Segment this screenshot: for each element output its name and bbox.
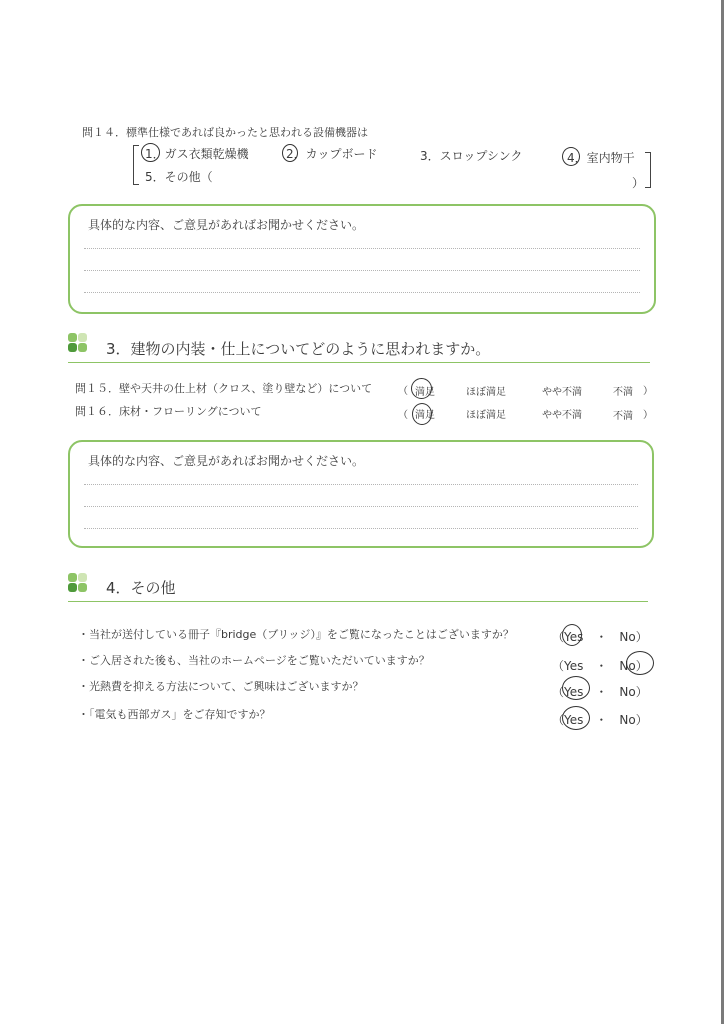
- s4-item-1-answer[interactable]: （Yes ・ No）: [552, 630, 648, 644]
- comment-box-2[interactable]: [68, 440, 654, 548]
- s4-item-1-question: ・当社が送付している冊子『bridge（ブリッジ）』をご覧になったことはございますか？: [78, 628, 514, 641]
- s4-item-4-circle-mark: [562, 706, 590, 730]
- clover-bullet-icon: [68, 333, 94, 355]
- q16-option-satisfied[interactable]: 満足: [415, 410, 435, 421]
- comment-line: [84, 270, 640, 271]
- s4-item-3-question: ・光熱費を抑える方法について、ご興味はございますか？: [78, 680, 364, 693]
- section4-rule: [68, 601, 648, 602]
- comment-prompt-2: 具体的な内容、ご意見があればお聞かせください。: [88, 454, 365, 468]
- q14-option-3[interactable]: 3．スロップシンク: [420, 149, 523, 163]
- s4-item-2-question: ・ご入居された後も、当社のホームページをご覧いただいていますか？: [78, 654, 430, 667]
- q16-close-paren: ）: [643, 410, 653, 421]
- comment-line: [84, 292, 640, 293]
- q16-open-paren: （: [398, 410, 408, 421]
- q14-option-5[interactable]: 5．その他（: [145, 170, 213, 184]
- q16-circle-mark: [412, 403, 432, 425]
- s4-item-4-question: ・「電気も西部ガス」をご存知ですか？: [78, 708, 271, 721]
- q14-option-2[interactable]: 2．カップボード: [286, 147, 378, 161]
- q15-option-dissatisfied[interactable]: 不満: [613, 387, 633, 398]
- comment-line: [84, 528, 638, 529]
- q15-option-somewhat-dissatisfied[interactable]: やや不満: [542, 387, 582, 398]
- q15-open-paren: （: [398, 386, 408, 397]
- q14-circle-mark-2: [282, 144, 298, 162]
- q14-left-bracket: [133, 145, 139, 185]
- q14-label: 問１４．標準仕様であれば良かったと思われる設備機器は: [82, 126, 368, 139]
- q15-label: 問１５．壁や天井の仕上材（クロス、塗り壁など）について: [75, 382, 373, 395]
- q14-circle-mark-4: [562, 147, 580, 166]
- s4-item-3-circle-mark: [562, 676, 590, 700]
- comment-prompt-1: 具体的な内容、ご意見があればお聞かせください。: [88, 218, 365, 232]
- q15-close-paren: ）: [643, 386, 653, 397]
- comment-box-1[interactable]: [68, 204, 656, 314]
- comment-line: [84, 506, 638, 507]
- s4-item-1-circle-mark: [562, 624, 582, 646]
- clover-bullet-icon: [68, 573, 94, 595]
- q16-option-mostly-satisfied[interactable]: ほぼ満足: [466, 410, 506, 421]
- s4-item-2-circle-mark: [626, 651, 654, 675]
- q16-option-somewhat-dissatisfied[interactable]: やや不満: [542, 410, 582, 421]
- s4-item-4-answer[interactable]: （Yes ・ No）: [552, 713, 648, 727]
- section3-title: 3．建物の内装・仕上についてどのように思われますか。: [106, 340, 491, 358]
- q15-option-mostly-satisfied[interactable]: ほぼ満足: [466, 387, 506, 398]
- q14-close-paren: ）: [632, 176, 645, 190]
- s4-item-2-answer[interactable]: （Yes ・ No）: [552, 659, 648, 673]
- q16-label: 問１６．床材・フローリングについて: [75, 405, 262, 418]
- q15-option-satisfied[interactable]: 満足: [415, 387, 435, 398]
- comment-line: [84, 248, 640, 249]
- q14-right-bracket: [645, 152, 651, 188]
- comment-line: [84, 484, 638, 485]
- q14-circle-mark-1: [141, 143, 160, 162]
- s4-item-3-answer[interactable]: （Yes ・ No）: [552, 685, 648, 699]
- q16-option-dissatisfied[interactable]: 不満: [613, 411, 633, 422]
- section3-rule: [68, 362, 650, 363]
- section4-title: 4．その他: [106, 579, 176, 597]
- q15-circle-mark: [411, 378, 432, 399]
- q14-option-4[interactable]: 4．室内物干: [567, 151, 635, 165]
- q14-option-1[interactable]: 1．ガス衣類乾燥機: [145, 147, 249, 161]
